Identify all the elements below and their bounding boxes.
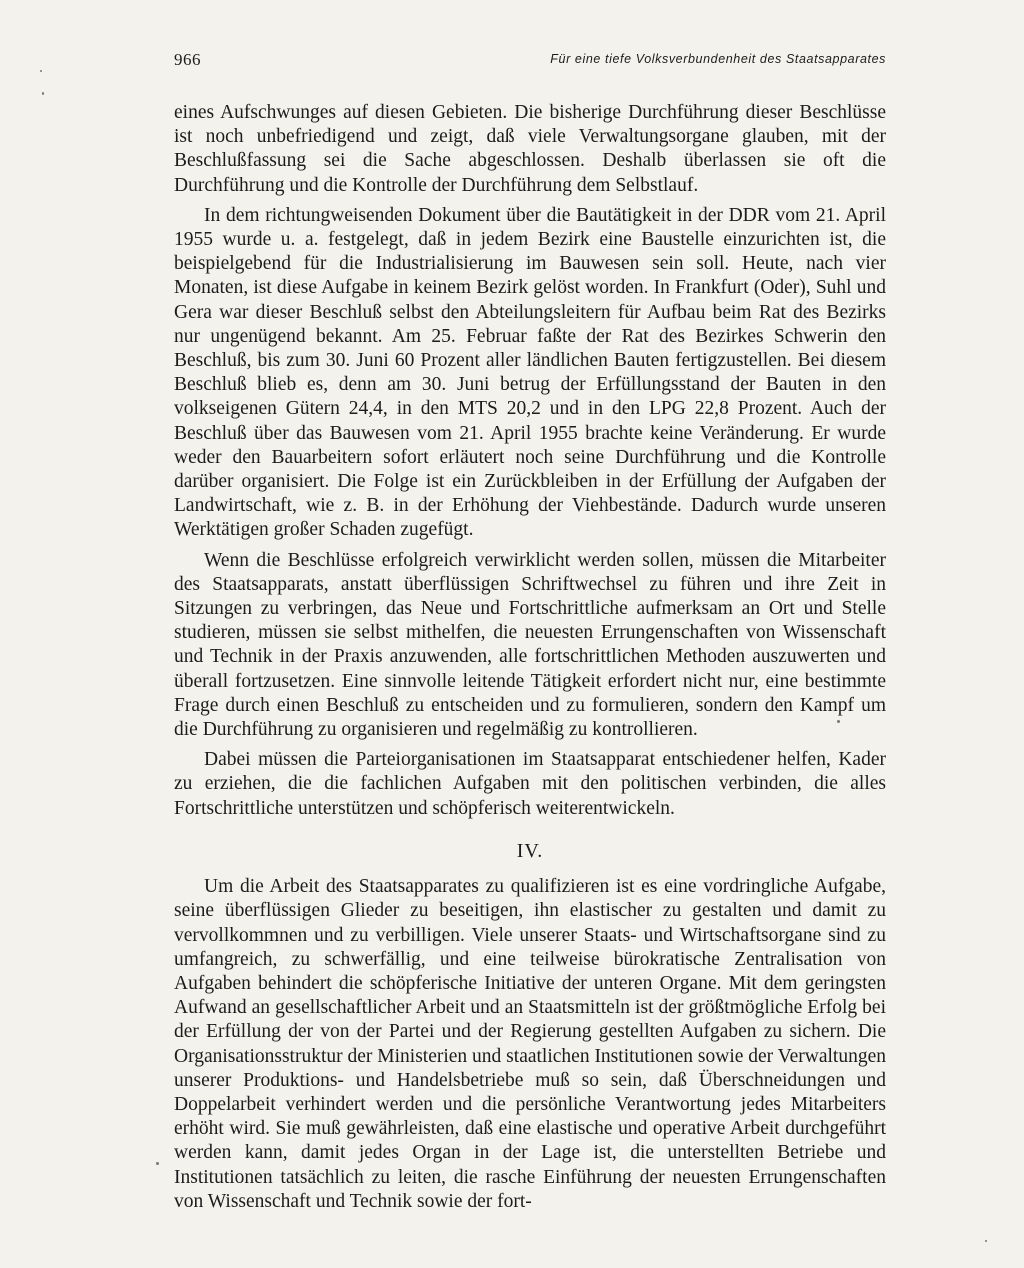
paragraph-beschluesse: Wenn die Beschlüsse erfolgreich verwirklicht werden sollen, müssen die Mitarbeiter des Staatsapparats, anstatt überflüssigen Schriftwechsel zu führen und ihre Zeit in Sitzungen zu verbringen, das Neue und Fortschrittliche aufmerksam an Ort und Stelle studieren, müssen sie selbst mithelfen, die neuesten Errungenschaften von Wissenschaft und Technik in der Praxis anzuwenden, alle fortschrittlichen Methoden auszuwerten und überall fortzusetzen. Eine sinnvolle leitende Tätigkeit erfordert nicht nur, eine bestimmte Frage durch einen Beschluß zu entscheiden und zu formulieren, sondern den Kampf um die Durchführung zu organisieren und regelmäßig zu kontrollieren. bbox=[174, 549, 886, 741]
section-heading: IV. bbox=[516, 839, 544, 862]
scan-speck bbox=[42, 92, 44, 95]
scan-speck bbox=[156, 1162, 159, 1165]
paragraph-continuation: eines Aufschwunges auf diesen Gebieten. Die bisherige Durchführung dieser Beschlüsse ist noch unbefriedigend und zeigt, daß viele Verwaltungsorgane glauben, mit der Beschlußfassung sei die Sache abgeschlossen. Deshalb überlassen sie oft die Durchführung und die Kontrolle der Durchführung dem Selbstlauf. bbox=[174, 102, 886, 196]
scan-speck bbox=[837, 720, 840, 723]
running-head: Für eine tiefe Volksverbundenheit des Staatsapparates bbox=[550, 52, 886, 66]
page-number: 966 bbox=[174, 50, 201, 69]
paragraph-section-iv: Um die Arbeit des Staatsapparates zu qualifizieren ist es eine vordringliche Aufgabe, seine überflüssigen Glieder zu beseitigen, ihn elastischer zu gestalten und damit zu vervollkommnen und zu verbilligen. Viele unserer Staats- und Wirtschaftsorgane sind zu umfangreich, zu schwerfällig, und eine teilweise bürokratische Zentralisation von Aufgaben behindert die schöpferische Initiative der unteren Organe. Mit dem geringsten Aufwand an gesellschaftlicher Arbeit und an Staatsmitteln ist der größtmögliche Erfolg bei der Erfüllung der von der Partei und der Regierung gestellten Aufgaben zu sichern. Die Organisationsstruktur der Ministerien und staatlichen Institutionen sowie der Verwaltungen unserer Produktions- und Handelsbetriebe muß so sein, daß Überschneidungen und Doppelarbeit verhindert werden und die persönliche Verantwortung jedes Mitarbeiters erhöht wird. Sie muß gewährleisten, daß eine elastische und operative Arbeit durchgeführt werden kann, damit jedes Organ in der Lage ist, die unterstellten Betriebe und Institutionen tatsächlich zu leiten, die rasche Einführung der neuesten Errungenschaften von Wissenschaft und Technik sowie der fort- bbox=[174, 876, 886, 1212]
scan-speck bbox=[40, 70, 42, 72]
page-header bbox=[174, 50, 886, 72]
scan-speck bbox=[985, 1240, 987, 1242]
body-text bbox=[174, 101, 886, 1220]
paragraph-parteiorganisationen: Dabei müssen die Parteiorganisationen im Staatsapparat entschiedener helfen, Kader zu erziehen, die die fachlichen Aufgaben mit den politischen verbinden, die alles Fortschrittliche unterstützen und schöpferisch weiterentwickeln. bbox=[174, 749, 886, 819]
paragraph-bautaetigkeit: In dem richtungweisenden Dokument über die Bautätigkeit in der DDR vom 21. April 1955 wurde u. a. festgelegt, daß in jedem Bezirk eine Baustelle einzurichten ist, die beispielgebend für die Industrialisierung im Bauwesen sein soll. Heute, nach vier Monaten, ist diese Aufgabe in keinem Bezirk gelöst worden. In Frankfurt (Oder), Suhl und Gera war dieser Beschluß selbst den Abteilungsleitern für Aufbau beim Rat des Bezirks nur ungenügend bekannt. Am 25. Februar faßte der Rat des Bezirkes Schwerin den Beschluß, bis zum 30. Juni 60 Prozent aller ländlichen Bauten fertigzustellen. Bei diesem Beschluß blieb es, denn am 30. Juni betrug der Erfüllungsstand der Bauten in den volkseigenen Gütern 24,4, in den MTS 20,2 und in den LPG 22,8 Prozent. Auch der Beschluß über das Bauwesen vom 21. April 1955 brachte keine Veränderung. Er wurde weder den Bauarbeitern sofort erläutert noch seine Durchführung und die Kontrolle darüber organisiert. Die Folge ist ein Zurückbleiben in der Erfüllung der Aufgaben der Landwirtschaft, wie z. B. in der Erhöhung der Viehbestände. Dadurch wurde unseren Werktätigen großer Schaden zugefügt. bbox=[174, 204, 886, 541]
